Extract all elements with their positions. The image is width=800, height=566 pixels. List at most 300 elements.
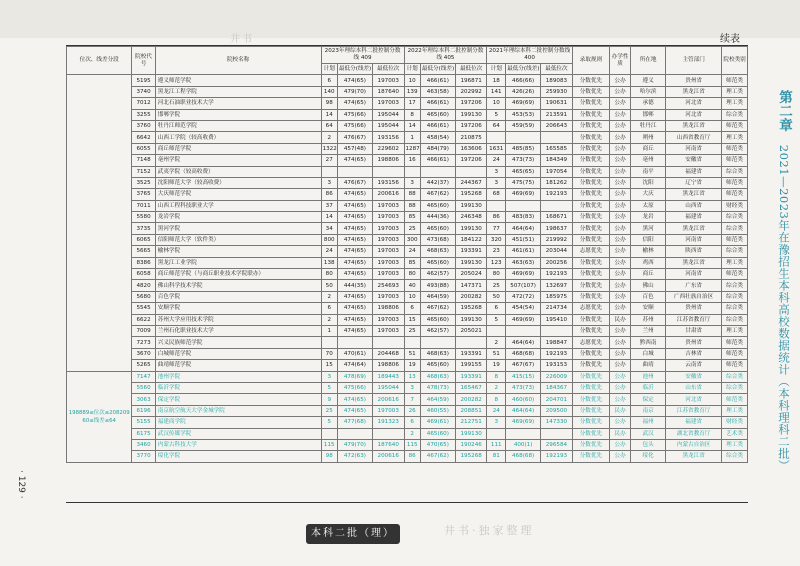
table-cell: 10 xyxy=(487,98,506,109)
table-cell: 296584 xyxy=(541,439,573,450)
table-cell: 24 xyxy=(487,405,506,416)
table-cell: 465(60) xyxy=(420,223,455,234)
table-cell: 河北省 xyxy=(666,109,722,120)
table-row xyxy=(67,348,748,359)
table-cell: 88 xyxy=(404,200,420,211)
table-cell: 474(65) xyxy=(337,291,372,302)
table-cell: 467(62) xyxy=(420,189,455,200)
table-cell xyxy=(420,337,455,348)
table-cell: 公办 xyxy=(610,337,631,348)
th-2022: 2022年理综本科二批控制分数线 405 xyxy=(404,47,487,64)
table-cell: 444(35) xyxy=(337,280,372,291)
table-cell: 24 xyxy=(404,246,420,257)
table-cell: 197003 xyxy=(372,314,404,325)
table-cell: 195410 xyxy=(541,314,573,325)
table-cell: 5 xyxy=(487,314,506,325)
table-cell: 474(65) xyxy=(337,269,372,280)
table-cell: 财经类 xyxy=(722,417,748,428)
table-cell: 14 xyxy=(321,109,337,120)
school-name: 山西工学院（较高收费） xyxy=(155,132,321,143)
table-cell: 470(61) xyxy=(337,348,372,359)
table-row xyxy=(67,325,748,336)
table-cell: 鸡西 xyxy=(631,257,666,268)
table-cell: 470(65) xyxy=(420,439,455,450)
table-cell: 综合类 xyxy=(722,246,748,257)
table-cell: 193153 xyxy=(541,360,573,371)
school-name: 福建商学院 xyxy=(155,417,321,428)
table-cell: 51 xyxy=(487,348,506,359)
table-cell: 2 xyxy=(404,428,420,439)
table-cell: 分数优先 xyxy=(572,177,609,188)
table-cell: 24 xyxy=(487,155,506,166)
table-cell: 7012 xyxy=(132,98,155,109)
table-row xyxy=(67,382,748,393)
school-name: 亳州学院 xyxy=(155,155,321,166)
table-cell: 分数优先 xyxy=(572,280,609,291)
table-cell: 7273 xyxy=(132,337,155,348)
table-row xyxy=(67,394,748,405)
table-cell: 458(54) xyxy=(420,132,455,143)
table-cell: 467(67) xyxy=(506,360,541,371)
th-score: 最低分(线差) xyxy=(337,64,372,75)
table-row xyxy=(67,200,748,211)
table-cell: 85 xyxy=(404,257,420,268)
table-cell: 199130 xyxy=(455,428,487,439)
table-cell: 467(62) xyxy=(420,303,455,314)
table-cell: 分数优先 xyxy=(572,394,609,405)
table-cell: 474(65) xyxy=(337,75,372,86)
table-cell xyxy=(506,428,541,439)
table-cell: 195268 xyxy=(455,451,487,462)
school-name: 山西工程科技职业大学 xyxy=(155,200,321,211)
school-name: 曲靖师范学院 xyxy=(155,360,321,371)
th-name: 院校名称 xyxy=(155,47,321,75)
table-cell: 26 xyxy=(404,405,420,416)
table-cell xyxy=(455,337,487,348)
table-cell: 80 xyxy=(487,269,506,280)
table-cell: 192193 xyxy=(541,451,573,462)
table-cell: 210875 xyxy=(455,132,487,143)
table-cell: 分数优先 xyxy=(572,417,609,428)
table-cell: 分数优先 xyxy=(572,439,609,450)
table-cell: 465(60) xyxy=(420,257,455,268)
th-rank: 最低位次 xyxy=(455,64,487,75)
table-cell: 474(65) xyxy=(337,246,372,257)
table-cell: 公办 xyxy=(610,291,631,302)
table-cell: 安徽省 xyxy=(666,371,722,382)
table-cell: 147371 xyxy=(455,280,487,291)
table-cell: 472(63) xyxy=(337,451,372,462)
table-cell: 分数优先 xyxy=(572,155,609,166)
table-cell: 分数优先 xyxy=(572,189,609,200)
table-row xyxy=(67,86,748,97)
table-cell: 2 xyxy=(487,337,506,348)
table-cell: 综合类 xyxy=(722,451,748,462)
table-cell: 198806 xyxy=(372,303,404,314)
table-row xyxy=(67,75,748,86)
table-cell: 1322 xyxy=(321,143,337,154)
table-cell: 5545 xyxy=(132,303,155,314)
table-cell: 165467 xyxy=(455,382,487,393)
table-cell: 5155 xyxy=(132,417,155,428)
table-cell: 244367 xyxy=(455,177,487,188)
table-cell: 426(26) xyxy=(506,86,541,97)
table-cell: 197003 xyxy=(372,405,404,416)
table-cell: 415(15) xyxy=(506,371,541,382)
table-row xyxy=(67,212,748,223)
table-cell: 198847 xyxy=(541,337,573,348)
table-cell: 分数优先 xyxy=(572,132,609,143)
table-cell: 公办 xyxy=(610,132,631,143)
table-cell: 459(59) xyxy=(506,120,541,131)
table-cell: 公办 xyxy=(610,189,631,200)
table-cell: 信阳 xyxy=(631,234,666,245)
table-cell: 公办 xyxy=(610,246,631,257)
table-cell: 77 xyxy=(487,223,506,234)
table-cell: 7152 xyxy=(132,166,155,177)
table-cell: 志愿优先 xyxy=(572,303,609,314)
table-cell: 80 xyxy=(321,269,337,280)
school-name: 牡丹江师范学院 xyxy=(155,120,321,131)
table-cell: 福建省 xyxy=(666,417,722,428)
table-cell: 7148 xyxy=(132,155,155,166)
school-name: 黑龙江工程学院 xyxy=(155,86,321,97)
table-cell xyxy=(541,325,573,336)
th-code: 院校代号 xyxy=(132,47,155,75)
table-cell: 广西壮族自治区 xyxy=(666,291,722,302)
table-cell: 465(60) xyxy=(420,109,455,120)
table-cell: 444(36) xyxy=(420,212,455,223)
table-cell: 3 xyxy=(321,371,337,382)
table-cell: 474(65) xyxy=(337,257,372,268)
table-cell: 7 xyxy=(404,394,420,405)
table-cell: 2 xyxy=(321,132,337,143)
table-cell: 197003 xyxy=(372,200,404,211)
table-cell: 451(51) xyxy=(506,234,541,245)
table-cell: 公办 xyxy=(610,109,631,120)
table-cell: 牡丹江 xyxy=(631,120,666,131)
table-cell: 185975 xyxy=(541,291,573,302)
table-cell: 50 xyxy=(321,280,337,291)
table-cell: 公办 xyxy=(610,325,631,336)
table-cell: 199130 xyxy=(455,223,487,234)
table-cell: 3 xyxy=(487,417,506,428)
table-cell: 197206 xyxy=(455,155,487,166)
table-cell: 公办 xyxy=(610,257,631,268)
table-row xyxy=(67,109,748,120)
table-cell: 公办 xyxy=(610,212,631,223)
table-cell: 榆林 xyxy=(631,246,666,257)
table-cell: 3 xyxy=(404,382,420,393)
table-cell: 5580 xyxy=(132,212,155,223)
table-cell: 168671 xyxy=(541,212,573,223)
table-cell: 467(62) xyxy=(420,451,455,462)
table-cell xyxy=(506,132,541,143)
table-cell: 3735 xyxy=(132,223,155,234)
table-cell: 6 xyxy=(321,75,337,86)
table-cell: 公办 xyxy=(610,75,631,86)
table-cell: 7009 xyxy=(132,325,155,336)
table-cell: 226009 xyxy=(541,371,573,382)
table-cell xyxy=(541,428,573,439)
table-cell: 27 xyxy=(321,155,337,166)
table-cell: 197003 xyxy=(372,325,404,336)
table-cell: 8 xyxy=(487,394,506,405)
school-name: 商丘师范学院 xyxy=(155,143,321,154)
table-cell: 184122 xyxy=(455,234,487,245)
table-row xyxy=(67,291,748,302)
school-name: 信阳师范大学（软件类） xyxy=(155,234,321,245)
th-nature: 办学性质 xyxy=(610,47,631,75)
school-name: 池州学院 xyxy=(155,371,321,382)
table-cell xyxy=(321,428,337,439)
table-cell: 山东省 xyxy=(666,382,722,393)
table-cell: 198806 xyxy=(372,155,404,166)
table-cell: 5560 xyxy=(132,382,155,393)
table-cell: 195268 xyxy=(455,303,487,314)
table-cell: 公办 xyxy=(610,303,631,314)
table-cell: 465(60) xyxy=(420,200,455,211)
table-cell: 绥化 xyxy=(631,451,666,462)
table-cell: 51 xyxy=(404,348,420,359)
admission-table-wrap xyxy=(66,45,748,503)
table-cell: 479(70) xyxy=(337,439,372,450)
table-row xyxy=(67,234,748,245)
table-cell: 黑龙江省 xyxy=(666,223,722,234)
school-name: 百色学院 xyxy=(155,291,321,302)
th-rank: 最低位次 xyxy=(372,64,404,75)
table-cell: 34 xyxy=(321,223,337,234)
table-cell: 综合类 xyxy=(722,166,748,177)
school-name: 绥化学院 xyxy=(155,451,321,462)
table-cell: 8 xyxy=(404,109,420,120)
table-cell: 115 xyxy=(404,439,420,450)
table-cell: 147330 xyxy=(541,417,573,428)
table-cell: 包头 xyxy=(631,439,666,450)
table-row xyxy=(67,451,748,462)
table-cell: 246348 xyxy=(455,212,487,223)
table-cell: 3525 xyxy=(132,177,155,188)
th-range: 位次、线差分段 xyxy=(67,47,132,75)
table-cell: 分数优先 xyxy=(572,428,609,439)
table-cell: 公办 xyxy=(610,439,631,450)
table-cell: 2 xyxy=(321,291,337,302)
table-cell: 40 xyxy=(404,280,420,291)
table-cell: 师范类 xyxy=(722,143,748,154)
table-cell: 192193 xyxy=(541,269,573,280)
school-name: 黑龙江工业学院 xyxy=(155,257,321,268)
table-cell: 白城 xyxy=(631,348,666,359)
table-cell: 193391 xyxy=(455,348,487,359)
school-name: 临沂学院 xyxy=(155,382,321,393)
table-cell: 综合类 xyxy=(722,303,748,314)
table-cell: 5265 xyxy=(132,360,155,371)
th-cat: 院校类别 xyxy=(722,47,748,75)
table-cell: 200616 xyxy=(372,189,404,200)
admission-table xyxy=(66,46,748,463)
table-cell: 池州 xyxy=(631,371,666,382)
table-cell: 472(72) xyxy=(506,291,541,302)
table-cell: 亳州 xyxy=(631,155,666,166)
table-cell: 公办 xyxy=(610,234,631,245)
table-cell: 公办 xyxy=(610,280,631,291)
school-name: 苏州大学应用技术学院 xyxy=(155,314,321,325)
table-cell: 山西省 xyxy=(666,200,722,211)
table-cell: 219992 xyxy=(541,234,573,245)
table-row xyxy=(67,439,748,450)
table-cell: 分数优先 xyxy=(572,360,609,371)
table-cell: 商丘 xyxy=(631,143,666,154)
table-cell: 吉林省 xyxy=(666,348,722,359)
table-cell: 190246 xyxy=(455,439,487,450)
table-cell: 474(65) xyxy=(337,98,372,109)
table-cell: 师范类 xyxy=(722,360,748,371)
school-name: 南京航空航天大学金城学院 xyxy=(155,405,321,416)
table-cell: 分数优先 xyxy=(572,75,609,86)
table-cell: 474(65) xyxy=(337,200,372,211)
table-cell: 哈尔滨 xyxy=(631,86,666,97)
chapter-title: 2021—2023年在豫招生本科高校数据统计（本科理科二批） xyxy=(777,144,791,472)
th-rank: 最低位次 xyxy=(541,64,573,75)
table-cell xyxy=(321,166,337,177)
table-cell: 204701 xyxy=(541,394,573,405)
table-cell: 临沂 xyxy=(631,382,666,393)
table-cell: 50 xyxy=(487,291,506,302)
school-name: 龙岩学院 xyxy=(155,212,321,223)
school-name: 兴义民族师范学院 xyxy=(155,337,321,348)
table-cell: 259930 xyxy=(541,86,573,97)
table-head xyxy=(67,47,748,75)
table-row xyxy=(67,257,748,268)
table-cell: 465(60) xyxy=(420,314,455,325)
table-cell: 5195 xyxy=(132,75,155,86)
table-cell: 8 xyxy=(487,371,506,382)
school-name: 武汉传媒学院 xyxy=(155,428,321,439)
table-cell: 福州 xyxy=(631,417,666,428)
table-cell: 469(69) xyxy=(506,98,541,109)
table-cell: 综合类 xyxy=(722,382,748,393)
table-cell: 199155 xyxy=(455,360,487,371)
table-cell: 184349 xyxy=(541,155,573,166)
table-cell: 200282 xyxy=(455,394,487,405)
table-cell: 25 xyxy=(321,405,337,416)
table-cell: 98 xyxy=(321,98,337,109)
table-cell: 黑龙江省 xyxy=(666,189,722,200)
table-cell: 466(61) xyxy=(420,75,455,86)
table-cell: 6 xyxy=(404,417,420,428)
table-cell xyxy=(487,325,506,336)
table-cell: 478(73) xyxy=(420,382,455,393)
table-cell: 贵州省 xyxy=(666,75,722,86)
table-cell: 454(54) xyxy=(506,303,541,314)
table-cell: 473(68) xyxy=(420,234,455,245)
table-cell: 197003 xyxy=(372,246,404,257)
table-cell: 86 xyxy=(487,212,506,223)
table-cell: 综合类 xyxy=(722,314,748,325)
school-name: 保定学院 xyxy=(155,394,321,405)
table-cell xyxy=(487,200,506,211)
table-cell: 193156 xyxy=(372,177,404,188)
table-cell: 493(88) xyxy=(420,280,455,291)
table-cell: 189443 xyxy=(372,371,404,382)
table-cell: 云南省 xyxy=(666,360,722,371)
table-cell xyxy=(487,428,506,439)
table-cell: 分数优先 xyxy=(572,212,609,223)
table-cell: 212751 xyxy=(455,417,487,428)
table-cell: 198806 xyxy=(372,360,404,371)
table-cell: 192193 xyxy=(541,348,573,359)
table-cell: 181262 xyxy=(541,177,573,188)
table-row xyxy=(67,120,748,131)
table-cell: 474(65) xyxy=(337,314,372,325)
table-cell: 229602 xyxy=(372,143,404,154)
table-cell: 3670 xyxy=(132,348,155,359)
table-cell: 165585 xyxy=(541,143,573,154)
table-cell: 197206 xyxy=(455,120,487,131)
table-cell: 474(65) xyxy=(337,212,372,223)
table-cell: 艺术类 xyxy=(722,428,748,439)
table-cell: 199130 xyxy=(455,200,487,211)
table-row xyxy=(67,360,748,371)
table-cell: 184367 xyxy=(541,382,573,393)
table-cell: 123 xyxy=(487,257,506,268)
table-cell: 分数优先 xyxy=(572,325,609,336)
table-cell: 464(64) xyxy=(506,337,541,348)
table-cell: 公办 xyxy=(610,382,631,393)
table-cell: 200616 xyxy=(372,451,404,462)
table-cell: 甘肃省 xyxy=(666,325,722,336)
table-cell xyxy=(372,428,404,439)
table-cell: 师范类 xyxy=(722,75,748,86)
table-cell: 师范类 xyxy=(722,348,748,359)
table-cell: 19 xyxy=(487,360,506,371)
table-cell: 195268 xyxy=(455,189,487,200)
table-cell: 民办 xyxy=(610,314,631,325)
th-2021: 2021年理综本科二批控制分数线 400 xyxy=(487,47,572,64)
table-cell: 10 xyxy=(404,291,420,302)
table-cell: 公办 xyxy=(610,360,631,371)
table-cell: 承德 xyxy=(631,98,666,109)
th-plan: 计划 xyxy=(404,64,420,75)
table-cell: 205024 xyxy=(455,269,487,280)
table-cell: 6642 xyxy=(132,132,155,143)
table-cell: 197206 xyxy=(455,98,487,109)
school-name: 佛山科学技术学院 xyxy=(155,280,321,291)
table-cell: 南平 xyxy=(631,166,666,177)
table-row xyxy=(67,155,748,166)
table-row xyxy=(67,246,748,257)
table-cell: 河南省 xyxy=(666,234,722,245)
table-cell: 志愿优先 xyxy=(572,337,609,348)
table-cell: 理工类 xyxy=(722,86,748,97)
table-cell: 大庆 xyxy=(631,189,666,200)
table-cell: 5 xyxy=(321,382,337,393)
table-cell: 464(64) xyxy=(506,223,541,234)
table-cell: 5 xyxy=(487,109,506,120)
table-cell: 黑龙江省 xyxy=(666,120,722,131)
school-name: 榆林学院 xyxy=(155,246,321,257)
table-cell: 81 xyxy=(487,451,506,462)
table-cell: 473(73) xyxy=(506,382,541,393)
range-cell-empty xyxy=(67,75,132,371)
table-cell: 朔州 xyxy=(631,132,666,143)
table-cell: 14 xyxy=(321,212,337,223)
table-cell: 公办 xyxy=(610,348,631,359)
table-cell: 25 xyxy=(487,280,506,291)
table-cell: 468(63) xyxy=(420,246,455,257)
table-cell: 115 xyxy=(321,439,337,450)
table-cell: 福建省 xyxy=(666,212,722,223)
